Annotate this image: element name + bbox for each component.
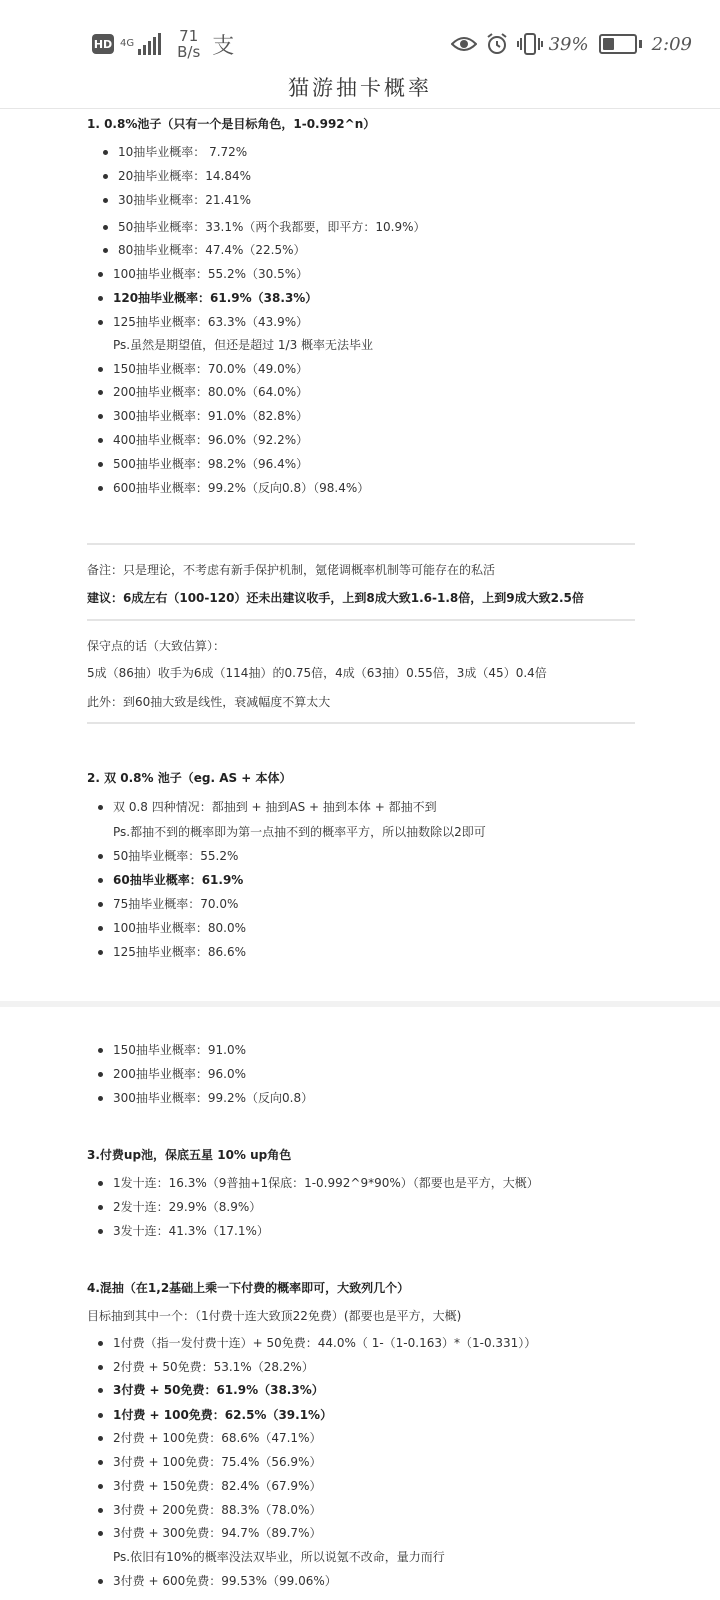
list-item: 2发十连：29.9%（8.9%）	[113, 1200, 262, 1214]
list-item: 50抽毕业概率：33.1%（两个我都要，即平方：10.9%）	[118, 220, 426, 234]
alipay-icon: 支	[212, 33, 235, 59]
list-item: 30抽毕业概率：21.41%	[118, 193, 252, 207]
battery-icon	[599, 34, 637, 54]
list-item: 3付费 + 100免费：75.4%（56.9%）	[113, 1455, 322, 1469]
list-item: 双 0.8 四种情况：都抽到 + 抽到AS + 抽到本体 + 都抽不到	[113, 800, 437, 814]
note-text: 备注：只是理论，不考虑有新手保护机制，氪佬调概率机制等可能存在的私活	[87, 563, 496, 577]
list-item: 100抽毕业概率：55.2%（30.5%）	[113, 267, 309, 281]
list-item: 3付费 + 600免费：99.53%（99.06%）	[113, 1574, 337, 1588]
list-item: 3付费 + 150免费：82.4%（67.9%）	[113, 1479, 322, 1493]
network-speed	[177, 28, 200, 60]
list-item: 20抽毕业概率：14.84%	[118, 169, 252, 183]
battery-percent: 39%	[548, 33, 589, 55]
list-item: 125抽毕业概率：63.3%（43.9%）	[113, 315, 309, 329]
status-right	[443, 26, 692, 62]
list-item-highlight: 3付费 + 50免费：61.9%（38.3%）	[113, 1383, 324, 1397]
divider	[87, 543, 635, 545]
vibrate-icon	[517, 32, 543, 56]
ps-note: Ps.虽然是期望值，但还是超过 1/3 概率无法毕业	[113, 338, 374, 352]
clock: 2:09	[651, 33, 692, 55]
list-item: 150抽毕业概率：70.0%（49.0%）	[113, 362, 309, 376]
list-item: 300抽毕业概率：91.0%（82.8%）	[113, 409, 309, 423]
status-left	[92, 26, 234, 62]
list-item: 2付费 + 50免费：53.1%（28.2%）	[113, 1360, 314, 1374]
speed-unit: B/s	[177, 43, 201, 61]
alarm-icon	[485, 32, 509, 56]
signal-icon	[138, 33, 163, 55]
list-item-highlight: 60抽毕业概率：61.9%	[113, 873, 244, 887]
list-item: 3发十连：41.3%（17.1%）	[113, 1224, 269, 1238]
list-item: 3付费 + 200免费：88.3%（78.0%）	[113, 1503, 322, 1517]
list-item: 300抽毕业概率：99.2%（反向0.8）	[113, 1091, 314, 1105]
list-item: 75抽毕业概率：70.0%	[113, 897, 239, 911]
page-title: 猫游抽卡概率	[288, 76, 432, 100]
list-item: 200抽毕业概率：80.0%（64.0%）	[113, 385, 309, 399]
list-item: 200抽毕业概率：96.0%	[113, 1067, 247, 1081]
list-item: 3付费 + 300免费：94.7%（89.7%）	[113, 1526, 322, 1540]
ps-note: Ps.都抽不到的概率即为第一点抽不到的概率平方，所以抽数除以2即可	[113, 825, 486, 839]
section-heading-3: 3.付费up池，保底五星 10% up角色	[87, 1148, 292, 1162]
list-item: 100抽毕业概率：80.0%	[113, 921, 247, 935]
advice-text: 建议：6成左右（100-120）还未出建议收手，上到8成大致1.6-1.8倍，上到9成大致2.5倍	[87, 591, 584, 605]
list-item: 50抽毕业概率：55.2%	[113, 849, 239, 863]
conservative-line: 5成（86抽）收手为6成（114抽）的0.75倍，4成（63抽）0.55倍，3成（45）0.4倍	[87, 666, 547, 680]
list-item-highlight: 120抽毕业概率：61.9%（38.3%）	[113, 291, 318, 305]
list-item: 600抽毕业概率：99.2%（反向0.8）（98.4%）	[113, 481, 370, 495]
list-item: 80抽毕业概率：47.4%（22.5%）	[118, 243, 306, 257]
list-item: 400抽毕业概率：96.0%（92.2%）	[113, 433, 309, 447]
list-item: 125抽毕业概率：86.6%	[113, 945, 247, 959]
conservative-intro: 保守点的话（大致估算）：	[87, 639, 226, 653]
section-heading-2: 2. 双 0.8% 池子（eg. AS + 本体）	[87, 771, 292, 785]
list-item: 1付费（指一发付费十连）+ 50免费：44.0%（ 1-（1-0.163）*（1-0.331））	[113, 1336, 537, 1350]
section-heading-1: 1. 0.8%池子（只有一个是目标角色，1-0.992^n）	[87, 117, 376, 131]
speed-value: 71	[179, 27, 199, 45]
page-break	[0, 1001, 720, 1007]
status-bar	[0, 0, 720, 78]
list-item: 10抽毕业概率： 7.72%	[118, 145, 248, 159]
divider	[87, 619, 635, 621]
hd-badge: HD	[92, 34, 114, 54]
title-bar	[0, 70, 720, 109]
divider	[87, 722, 635, 724]
section-heading-4: 4.混抽（在1,2基础上乘一下付费的概率即可，大致列几个）	[87, 1281, 410, 1295]
eye-icon	[451, 35, 477, 53]
network-type: 4G	[120, 38, 135, 49]
battery-tip	[639, 40, 642, 48]
conservative-line: 此外：到60抽大致是线性，衰减幅度不算太大	[87, 695, 331, 709]
list-item: 1发十连：16.3%（9普抽+1保底：1-0.992^9*90%）（都要也是平方，大概）	[113, 1176, 539, 1190]
list-item: 500抽毕业概率：98.2%（96.4%）	[113, 457, 309, 471]
section-intro: 目标抽到其中一个：（1付费十连大致顶22免费）(都要也是平方，大概)	[87, 1309, 462, 1323]
list-item-highlight: 1付费 + 100免费：62.5%（39.1%）	[113, 1408, 333, 1422]
ps-note: Ps.依旧有10%的概率没法双毕业，所以说氪不改命，量力而行	[113, 1550, 445, 1564]
list-item: 2付费 + 100免费：68.6%（47.1%）	[113, 1431, 322, 1445]
battery-level-fill	[603, 38, 615, 50]
list-item: 150抽毕业概率：91.0%	[113, 1043, 247, 1057]
